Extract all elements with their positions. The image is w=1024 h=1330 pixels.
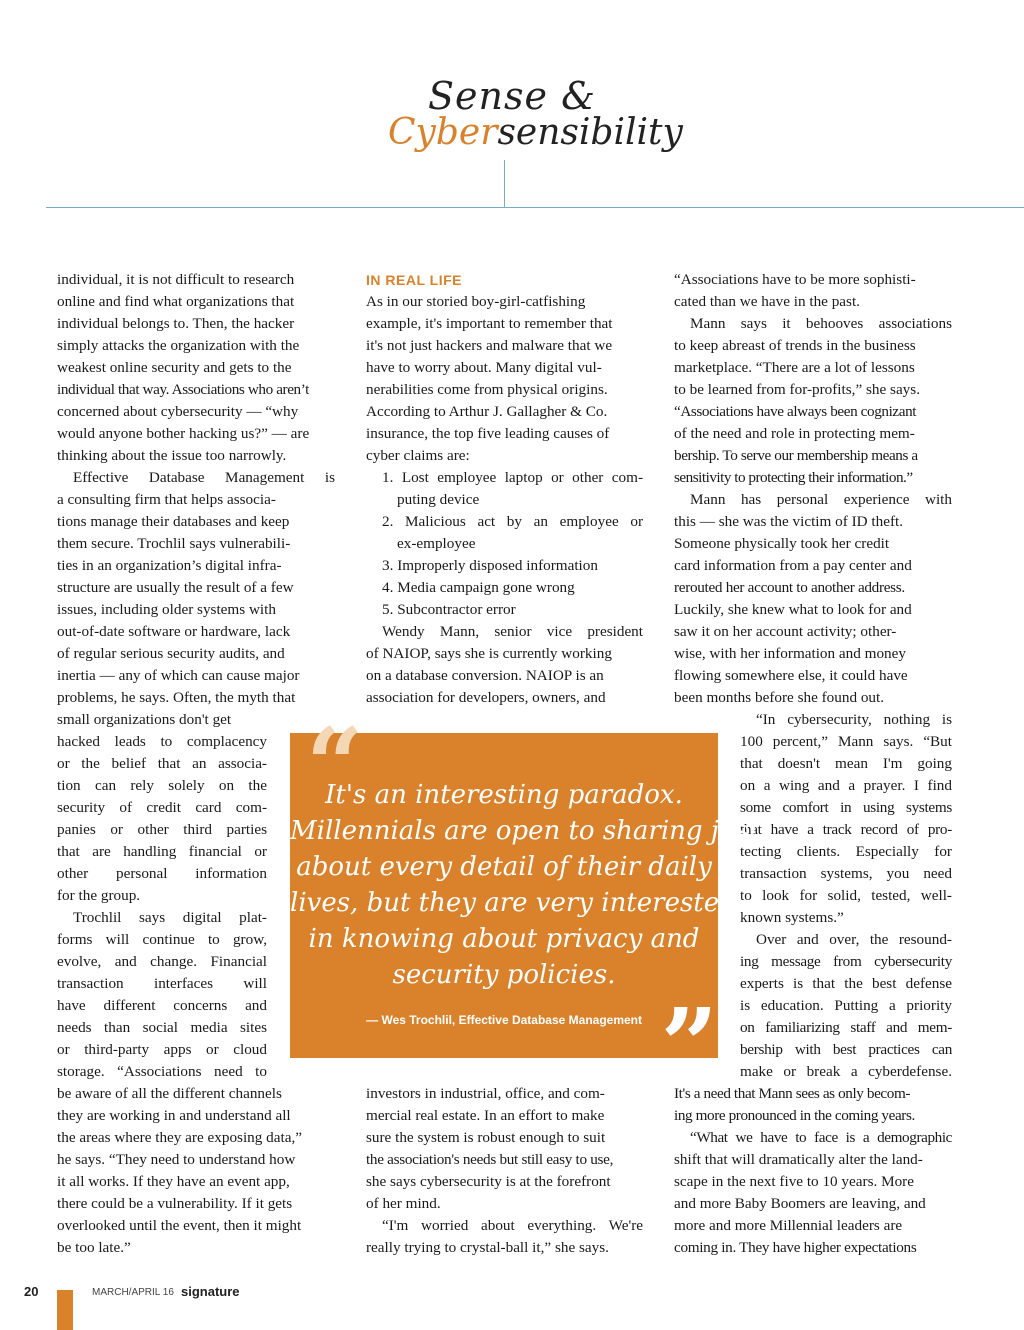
body-line: saw it on her account activity; other- bbox=[674, 623, 897, 640]
body-line: of the need and role in protecting mem- bbox=[674, 425, 915, 442]
body-line: other personal information bbox=[57, 865, 267, 882]
body-line: that have a track record of pro- bbox=[740, 821, 952, 838]
body-line: them secure. Trochlil says vulnerabili- bbox=[57, 535, 291, 552]
body-line: Wendy Mann, senior vice president bbox=[382, 623, 643, 640]
list-item: 2. Malicious act by an employee or bbox=[382, 513, 643, 530]
body-line: thinking about the issue too narrowly. bbox=[57, 447, 287, 464]
title-cyber-rest: sensibility bbox=[497, 112, 683, 153]
body-line: would anyone bother hacking us?” — are bbox=[57, 425, 310, 442]
body-line: of NAIOP, says she is currently working bbox=[366, 645, 612, 662]
body-line: panies or other third parties bbox=[57, 821, 267, 838]
body-line: inertia — any of which can cause major bbox=[57, 667, 300, 684]
list-item: 5. Subcontractor error bbox=[382, 601, 516, 618]
body-line: example, it's important to remember that bbox=[366, 315, 613, 332]
body-line: It's a need that Mann sees as only becom- bbox=[674, 1085, 911, 1102]
body-line: Effective Database Management is bbox=[73, 469, 335, 486]
body-line: association for developers, owners, and bbox=[366, 689, 606, 706]
magazine-brand: signature bbox=[181, 1284, 240, 1299]
body-line: experts is that the best defense bbox=[740, 975, 952, 992]
body-line: bership with best practices can bbox=[740, 1041, 952, 1058]
body-line: problems, he says. Often, the myth that bbox=[57, 689, 296, 706]
body-line: on a wing and a prayer. I find bbox=[740, 777, 952, 794]
body-line: As in our storied boy-girl-catfishing bbox=[366, 293, 586, 310]
pull-quote-line: in knowing about privacy and bbox=[308, 924, 700, 954]
body-line: tion can rely solely on the bbox=[57, 777, 267, 794]
magazine-title bbox=[380, 72, 683, 182]
body-line: make or break a cyberdefense. bbox=[740, 1063, 952, 1080]
body-line: have different concerns and bbox=[57, 997, 267, 1014]
body-line: to look for solid, tested, well- bbox=[740, 887, 952, 904]
body-line: it all works. If they have an event app, bbox=[57, 1173, 290, 1190]
body-line: concerned about cybersecurity — “why bbox=[57, 403, 299, 420]
body-line: nerabilities come from physical origins. bbox=[366, 381, 608, 398]
body-line: some comfort in using systems bbox=[740, 799, 952, 816]
body-line: shift that will dramatically alter the land- bbox=[674, 1151, 923, 1168]
body-line: needs than social media sites bbox=[57, 1019, 267, 1036]
body-line: that doesn't mean I'm going bbox=[740, 755, 952, 772]
body-line: wise, with her information and money bbox=[674, 645, 906, 662]
page-number: 20 bbox=[24, 1284, 39, 1299]
body-line: tions manage their databases and keep bbox=[57, 513, 290, 530]
body-line: that are handling financial or bbox=[57, 843, 267, 860]
body-line: “Associations have always been cognizant bbox=[674, 403, 917, 420]
body-line: a consulting firm that helps associa- bbox=[57, 491, 276, 508]
body-line: is education. Putting a priority bbox=[740, 997, 952, 1014]
body-line: “What we have to face is a demographic bbox=[690, 1129, 952, 1146]
body-line: for the group. bbox=[57, 887, 141, 904]
body-line: ties in an organization’s digital infra- bbox=[57, 557, 282, 574]
body-line: investors in industrial, office, and com- bbox=[366, 1085, 605, 1102]
pull-quote-line: It's an interesting paradox. bbox=[325, 780, 683, 810]
title-line-2 bbox=[388, 112, 683, 153]
title-vertical-rule bbox=[504, 160, 505, 208]
issue-date: MARCH/APRIL 16 bbox=[92, 1287, 174, 1298]
body-line: Mann has personal experience with bbox=[690, 491, 952, 508]
body-line: or third-party apps or cloud bbox=[57, 1041, 267, 1058]
pull-quote-line: security policies. bbox=[392, 960, 616, 990]
body-line: more and more Millennial leaders are bbox=[674, 1217, 903, 1234]
body-line: storage. “Associations need to bbox=[57, 1063, 267, 1080]
title-horizontal-rule bbox=[46, 207, 1024, 208]
body-line: to keep abreast of trends in the business bbox=[674, 337, 916, 354]
body-line: transaction interfaces will bbox=[57, 975, 267, 992]
section-heading: IN REAL LIFE bbox=[366, 272, 462, 288]
body-line: the areas where they are exposing data,” bbox=[57, 1129, 302, 1146]
list-item: puting device bbox=[397, 491, 480, 508]
body-line: flowing somewhere else, it could have bbox=[674, 667, 908, 684]
list-item: 3. Improperly disposed information bbox=[382, 557, 598, 574]
list-item: 1. Lost employee laptop or other com- bbox=[382, 469, 643, 486]
body-line: been months before she found out. bbox=[674, 689, 885, 706]
body-line: bership. To serve our membership means a bbox=[674, 447, 918, 464]
body-line: on a database conversion. NAIOP is an bbox=[366, 667, 604, 684]
body-line: cated than we have in the past. bbox=[674, 293, 860, 310]
body-line: be too late.” bbox=[57, 1239, 131, 1256]
body-line: it's not just hackers and malware that we bbox=[366, 337, 613, 354]
body-line: Over and over, the resound- bbox=[756, 931, 952, 948]
body-line: they are working in and understand all bbox=[57, 1107, 291, 1124]
body-line: According to Arthur J. Gallagher & Co. bbox=[366, 403, 608, 420]
body-line: weakest online security and gets to the bbox=[57, 359, 292, 376]
body-line: mercial real estate. In an effort to make bbox=[366, 1107, 605, 1124]
body-line: “In cybersecurity, nothing is bbox=[756, 711, 952, 728]
list-item: ex-employee bbox=[397, 535, 476, 552]
body-line: “I'm worried about everything. We're bbox=[382, 1217, 643, 1234]
pull-quote-attribution: — Wes Trochlil, Effective Database Management bbox=[366, 1013, 642, 1027]
body-line: evolve, and change. Financial bbox=[57, 953, 267, 970]
body-line: and more Baby Boomers are leaving, and bbox=[674, 1195, 926, 1212]
body-line: coming in. They have higher expectations bbox=[674, 1239, 917, 1256]
body-line: out-of-date software or hardware, lack bbox=[57, 623, 291, 640]
body-line: individual that way. Associations who aren’t bbox=[57, 381, 309, 398]
body-line: there could be a vulnerability. If it gets bbox=[57, 1195, 293, 1212]
body-line: Luckily, she knew what to look for and bbox=[674, 601, 912, 618]
body-line: the association's needs but still easy to use, bbox=[366, 1151, 614, 1168]
body-line: ing message from cybersecurity bbox=[740, 953, 952, 970]
body-line: rerouted her account to another address. bbox=[674, 579, 905, 596]
body-line: he says. “They need to understand how bbox=[57, 1151, 296, 1168]
body-line: ing more pronounced in the coming years. bbox=[674, 1107, 915, 1124]
title-line-1: Sense & bbox=[428, 74, 596, 118]
body-line: known systems.” bbox=[740, 909, 844, 926]
body-line: have to worry about. Many digital vul- bbox=[366, 359, 602, 376]
body-line: really trying to crystal-ball it,” she says. bbox=[366, 1239, 609, 1256]
body-line: forms will continue to grow, bbox=[57, 931, 267, 948]
body-line: “Associations have to be more sophisti- bbox=[674, 271, 916, 288]
pull-quote-line: lives, but they are very interested bbox=[290, 888, 736, 918]
body-line: to be learned from for-profits,” she says. bbox=[674, 381, 920, 398]
body-line: be aware of all the different channels bbox=[57, 1085, 282, 1102]
body-line: online and find what organizations that bbox=[57, 293, 295, 310]
body-line: security of credit card com- bbox=[57, 799, 267, 816]
body-line: sensitivity to protecting their information.” bbox=[674, 469, 913, 486]
body-line: structure are usually the result of a few bbox=[57, 579, 294, 596]
body-line: of her mind. bbox=[366, 1195, 441, 1212]
body-line: individual belongs to. Then, the hacker bbox=[57, 315, 295, 332]
body-line: insurance, the top five leading causes of bbox=[366, 425, 610, 442]
body-line: 100 percent,” Mann says. “But bbox=[740, 733, 952, 750]
close-quote-icon: ” bbox=[660, 986, 718, 1104]
footer-accent-bar bbox=[57, 1290, 73, 1330]
body-line: scape in the next five to 10 years. More bbox=[674, 1173, 914, 1190]
title-cyber-orange: Cyber bbox=[388, 112, 498, 153]
body-line: issues, including older systems with bbox=[57, 601, 276, 618]
body-line: or the belief that an associa- bbox=[57, 755, 267, 772]
body-line: this — she was the victim of ID theft. bbox=[674, 513, 904, 530]
body-line: hacked leads to complacency bbox=[57, 733, 267, 750]
body-line: Mann says it behooves associations bbox=[690, 315, 952, 332]
body-line: of regular serious security audits, and bbox=[57, 645, 285, 662]
body-line: Trochlil says digital plat- bbox=[73, 909, 267, 926]
open-quote-icon: “ bbox=[306, 706, 364, 824]
body-line: small organizations don't get bbox=[57, 711, 232, 728]
body-line: Someone physically took her credit bbox=[674, 535, 890, 552]
body-line: she says cybersecurity is at the forefront bbox=[366, 1173, 611, 1190]
pull-quote-line: Millennials are open to sharing just bbox=[290, 816, 760, 846]
pull-quote-line: about every detail of their daily bbox=[296, 852, 712, 882]
body-line: individual, it is not difficult to research bbox=[57, 271, 295, 288]
body-line: overlooked until the event, then it might bbox=[57, 1217, 302, 1234]
body-line: on familiarizing staff and mem- bbox=[740, 1019, 952, 1036]
body-line: card information from a pay center and bbox=[674, 557, 912, 574]
list-item: 4. Media campaign gone wrong bbox=[382, 579, 575, 596]
body-line: sure the system is robust enough to suit bbox=[366, 1129, 606, 1146]
body-line: transaction systems, you need bbox=[740, 865, 952, 882]
body-line: simply attacks the organization with the bbox=[57, 337, 300, 354]
body-line: tecting clients. Especially for bbox=[740, 843, 952, 860]
body-line: marketplace. “There are a lot of lessons bbox=[674, 359, 915, 376]
body-line: cyber claims are: bbox=[366, 447, 470, 464]
